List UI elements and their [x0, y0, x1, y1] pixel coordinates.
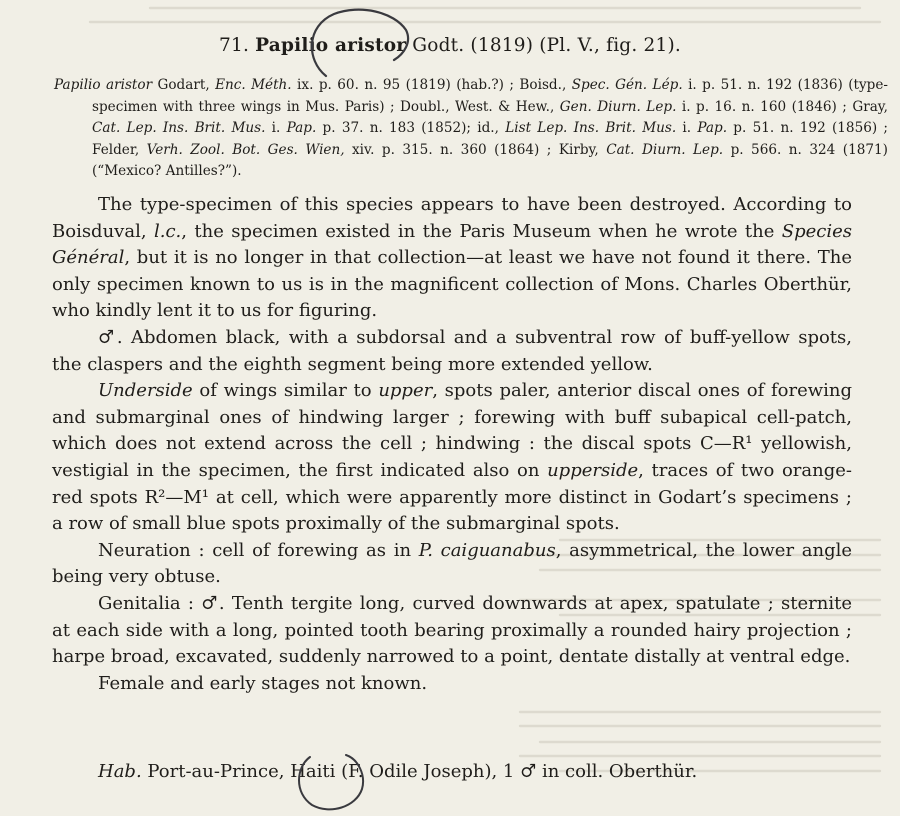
text-run: i. p. 16. n. 160 (1846) ; Gray,	[676, 98, 888, 115]
text-run: , the specimen existed in the Paris Museum when he wrote the	[181, 220, 782, 242]
text-run: , asymmetrical, the lower angle being very obtuse.	[52, 539, 853, 588]
text-run: p. 566. n. 324 (1871) (“Mexico? Antilles?”).	[92, 141, 888, 179]
italic-text-run: Underside	[98, 380, 193, 402]
species-name: Papilio aristor	[255, 35, 407, 56]
text-run: Godart,	[152, 77, 216, 93]
italic-text-run: Verh. Zool. Bot. Ges. Wien,	[146, 141, 345, 158]
habitat-line	[98, 758, 697, 785]
paragraph	[52, 671, 852, 698]
paragraph	[52, 538, 852, 591]
text-run: , traces of two orange-red spots R²—M¹ at cell, which were apparently more distinct in Godart’s specimens ; a row of small blue spots proximally of the submarginal spots.	[52, 459, 852, 535]
text-run: of wings similar to	[192, 380, 379, 402]
text-run: , but it is no longer in that collection—at least we have not found it there. The only specimen known to us is in the magnificent collection of Mons. Charles Oberthür, who kindly lent it to us for figuring.	[52, 247, 852, 322]
paragraph	[52, 192, 852, 325]
italic-text-run: Pap.	[286, 120, 317, 136]
italic-text-run: List Lep. Ins. Brit. Mus.	[505, 120, 677, 136]
italic-text-run: Papilio aristor	[54, 77, 153, 93]
text-run: p. 37. n. 183 (1852); id.,	[316, 120, 506, 136]
paragraph	[52, 325, 852, 378]
text-run: Neuration : cell of forewing as in	[98, 539, 419, 561]
italic-text-run: Species Général	[52, 220, 853, 269]
text-run: Female and early stages not known.	[98, 672, 428, 694]
text-run: xiv. p. 315. n. 360 (1864) ; Kirby,	[344, 141, 607, 158]
italic-text-run: l.c.	[153, 220, 182, 242]
italic-text-run: upperside	[547, 459, 639, 481]
text-run: i.	[676, 120, 698, 136]
italic-text-run: Cat. Diurn. Lep.	[606, 141, 724, 158]
text-run: i. p. 51. n. 192 (1836) (type-specimen with three wings in Mus. Paris) ; Doubl., West. & Hew.,	[92, 77, 888, 115]
text-run: Port-au-Prince, Haiti (F. Odile Joseph), 1 ♂ in coll. Oberthür.	[141, 761, 698, 782]
italic-text-run: Spec. Gén. Lép.	[571, 77, 683, 93]
paragraph	[52, 378, 852, 538]
species-number: 71.	[219, 35, 250, 56]
italic-text-run: Pap.	[697, 120, 728, 136]
text-run: p. 51. n. 192 (1856) ; Felder,	[92, 120, 889, 158]
description-body	[52, 192, 852, 697]
italic-text-run: Gen. Diurn. Lep.	[559, 98, 677, 115]
italic-text-run: Cat. Lep. Ins. Brit. Mus.	[92, 120, 266, 136]
text-run: ♂. Abdomen black, with a subdorsal and a subventral row of buff-yellow spots, the claspers and the eighth segment being more extended yellow.	[52, 326, 852, 375]
italic-text-run: Enc. Méth.	[215, 77, 292, 93]
text-run: i.	[265, 120, 287, 136]
paragraph	[52, 591, 852, 671]
italic-text-run: Hab.	[98, 761, 142, 782]
text-run: Genitalia : ♂. Tenth tergite long, curved downwards at apex, spatulate ; sternite at each side with a long, pointed tooth bearing proximally a rounded hairy projection ; harpe broad, excavated, suddenly narrowed to a point, dentate distally at ventral edge.	[52, 592, 852, 668]
species-authority: Godt. (1819) (Pl. V., fig. 21).	[412, 35, 681, 56]
text-run: , spots paler, anterior discal ones of forewing and submarginal ones of hindwing larger ; forewing with buff subapical cell-patch, which does not extend across the cell ; hindwing : the discal spots C—R¹ yellowish, vestigial in the specimen, the first indicated also on	[52, 380, 852, 481]
text-run: ix. p. 60. n. 95 (1819) (hab.?) ; Boisd.,	[291, 77, 572, 93]
italic-text-run: P. caiguanabus	[418, 539, 556, 561]
italic-text-run: upper	[378, 380, 433, 402]
synonymy-block	[54, 75, 888, 183]
species-heading	[0, 34, 900, 58]
text-run: The type-specimen of this species appears to have been destroyed. According to Boisduval,	[52, 194, 852, 242]
